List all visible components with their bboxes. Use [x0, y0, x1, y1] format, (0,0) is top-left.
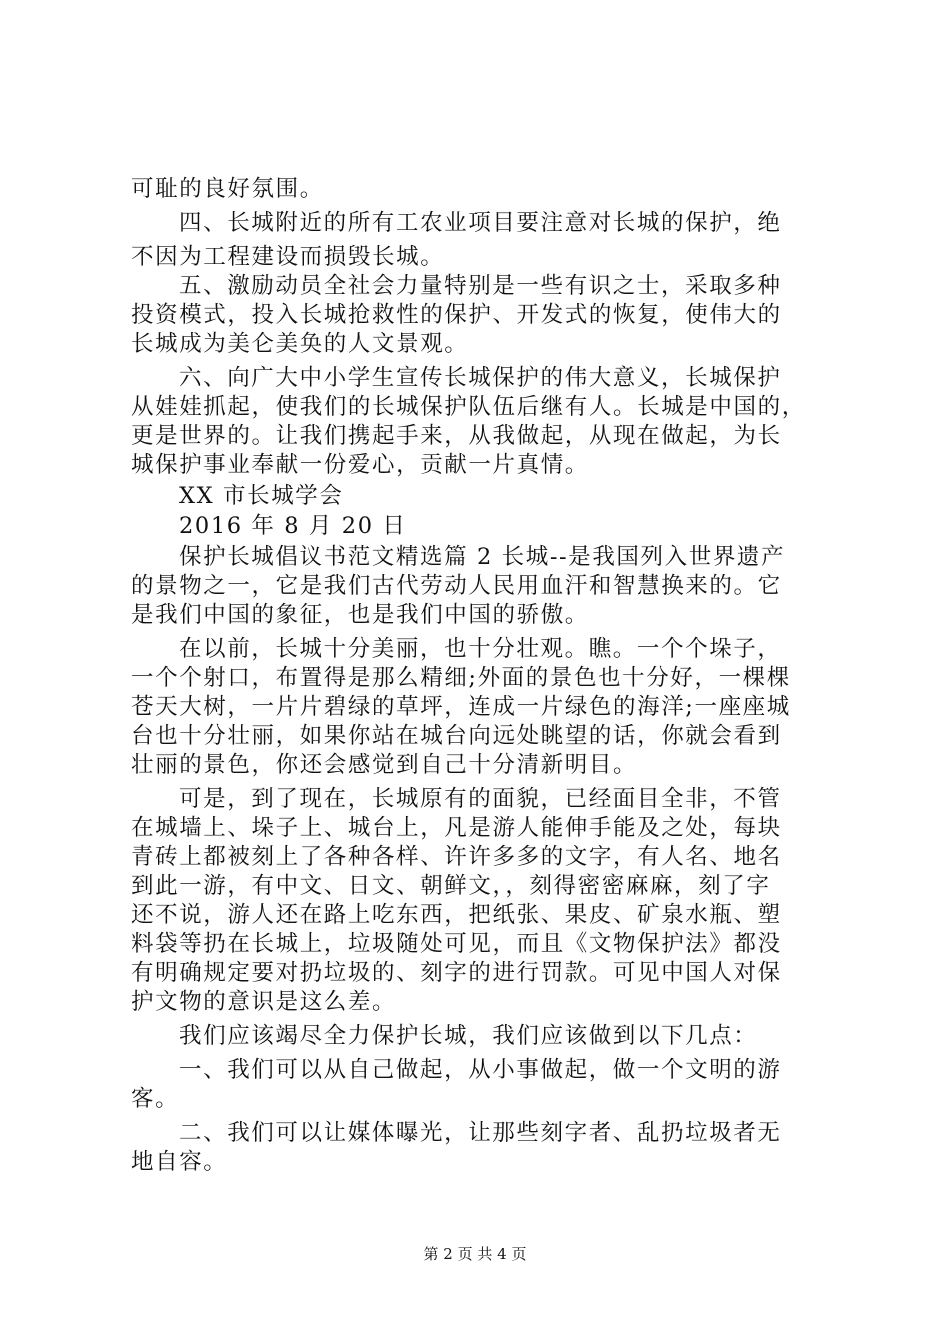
text-line: 客。	[131, 1086, 180, 1112]
text-line: 不因为工程建设而损毁长城。	[131, 244, 445, 270]
signature-organization: XX 市长城学会	[179, 483, 344, 509]
text-line: 从娃娃抓起，使我们的长城保护队伍后继有人。长城是中国的，	[131, 394, 806, 420]
text-line: 长城成为美仑美奂的人文景观。	[131, 331, 469, 357]
text-line: 四、长城附近的所有工农业项目要注意对长城的保护，绝	[179, 210, 782, 236]
text-line: 的景物之一，它是我们古代劳动人民用血汗和智慧换来的。它	[131, 573, 782, 599]
text-line: 我们应该竭尽全力保护长城，我们应该做到以下几点：	[179, 1023, 758, 1049]
text-line: 可耻的良好氛围。	[131, 176, 324, 202]
text-line: 苍天大树，一片片碧绿的草坪，连成一片绿色的海洋;一座座城	[131, 694, 791, 720]
text-line: 二、我们可以让媒体曝光，让那些刻字者、乱扔垃圾者无	[179, 1120, 782, 1146]
text-line: 更是世界的。让我们携起手来，从我做起，从现在做起，为长	[131, 423, 782, 449]
text-line: 六、向广大中小学生宣传长城保护的伟大意义，长城保护	[179, 365, 782, 391]
text-line: 是我们中国的象征，也是我们中国的骄傲。	[131, 602, 589, 628]
text-line: 在以前，长城十分美丽，也十分壮观。瞧。一个个垛子，	[179, 636, 782, 662]
text-line: 台也十分壮丽，如果你站在城台向远处眺望的话，你就会看到	[131, 723, 782, 749]
text-line: 一、我们可以从自己做起，从小事做起，做一个文明的游	[179, 1057, 782, 1083]
text-line: 投资模式，投入长城抢救性的保护、开发式的恢复，使伟大的	[131, 302, 782, 328]
text-line: 保护长城倡议书范文精选篇 2 长城--是我国列入世界遗产	[179, 544, 786, 570]
text-line: 有明确规定要对扔垃圾的、刻字的进行罚款。可见中国人对保	[131, 960, 782, 986]
text-line: 地自容。	[131, 1149, 228, 1175]
text-line: 还不说，游人还在路上吃东西，把纸张、果皮、矿泉水瓶、塑	[131, 902, 782, 928]
text-line: 五、激励动员全社会力量特别是一些有识之士，采取多种	[179, 273, 782, 299]
page-number-footer: 第 2 页 共 4 页	[423, 1245, 527, 1263]
text-line: 壮丽的景色，你还会感觉到自己十分清新明目。	[131, 752, 638, 778]
text-line: 到此一游，有中文、日文、朝鲜文，，刻得密密麻麻，刻了字	[131, 873, 771, 899]
text-line: 可是，到了现在，长城原有的面貌，已经面目全非，不管	[179, 786, 782, 812]
text-line: 料袋等扔在长城上，垃圾随处可见，而且《文物保护法》都没	[131, 931, 782, 957]
signature-date: 2016 年 8 月 20 日	[179, 513, 407, 539]
text-line: 一个个射口，布置得是那么精细;外面的景色也十分好，一棵棵	[131, 665, 791, 691]
text-line: 在城墙上、垛子上、城台上，凡是游人能伸手能及之处，每块	[131, 815, 782, 841]
text-line: 城保护事业奉献一份爱心，贡献一片真情。	[131, 452, 589, 478]
text-line: 青砖上都被刻上了各种各样、许许多多的文字，有人名、地名	[131, 844, 782, 870]
text-line: 护文物的意识是这么差。	[131, 989, 397, 1015]
